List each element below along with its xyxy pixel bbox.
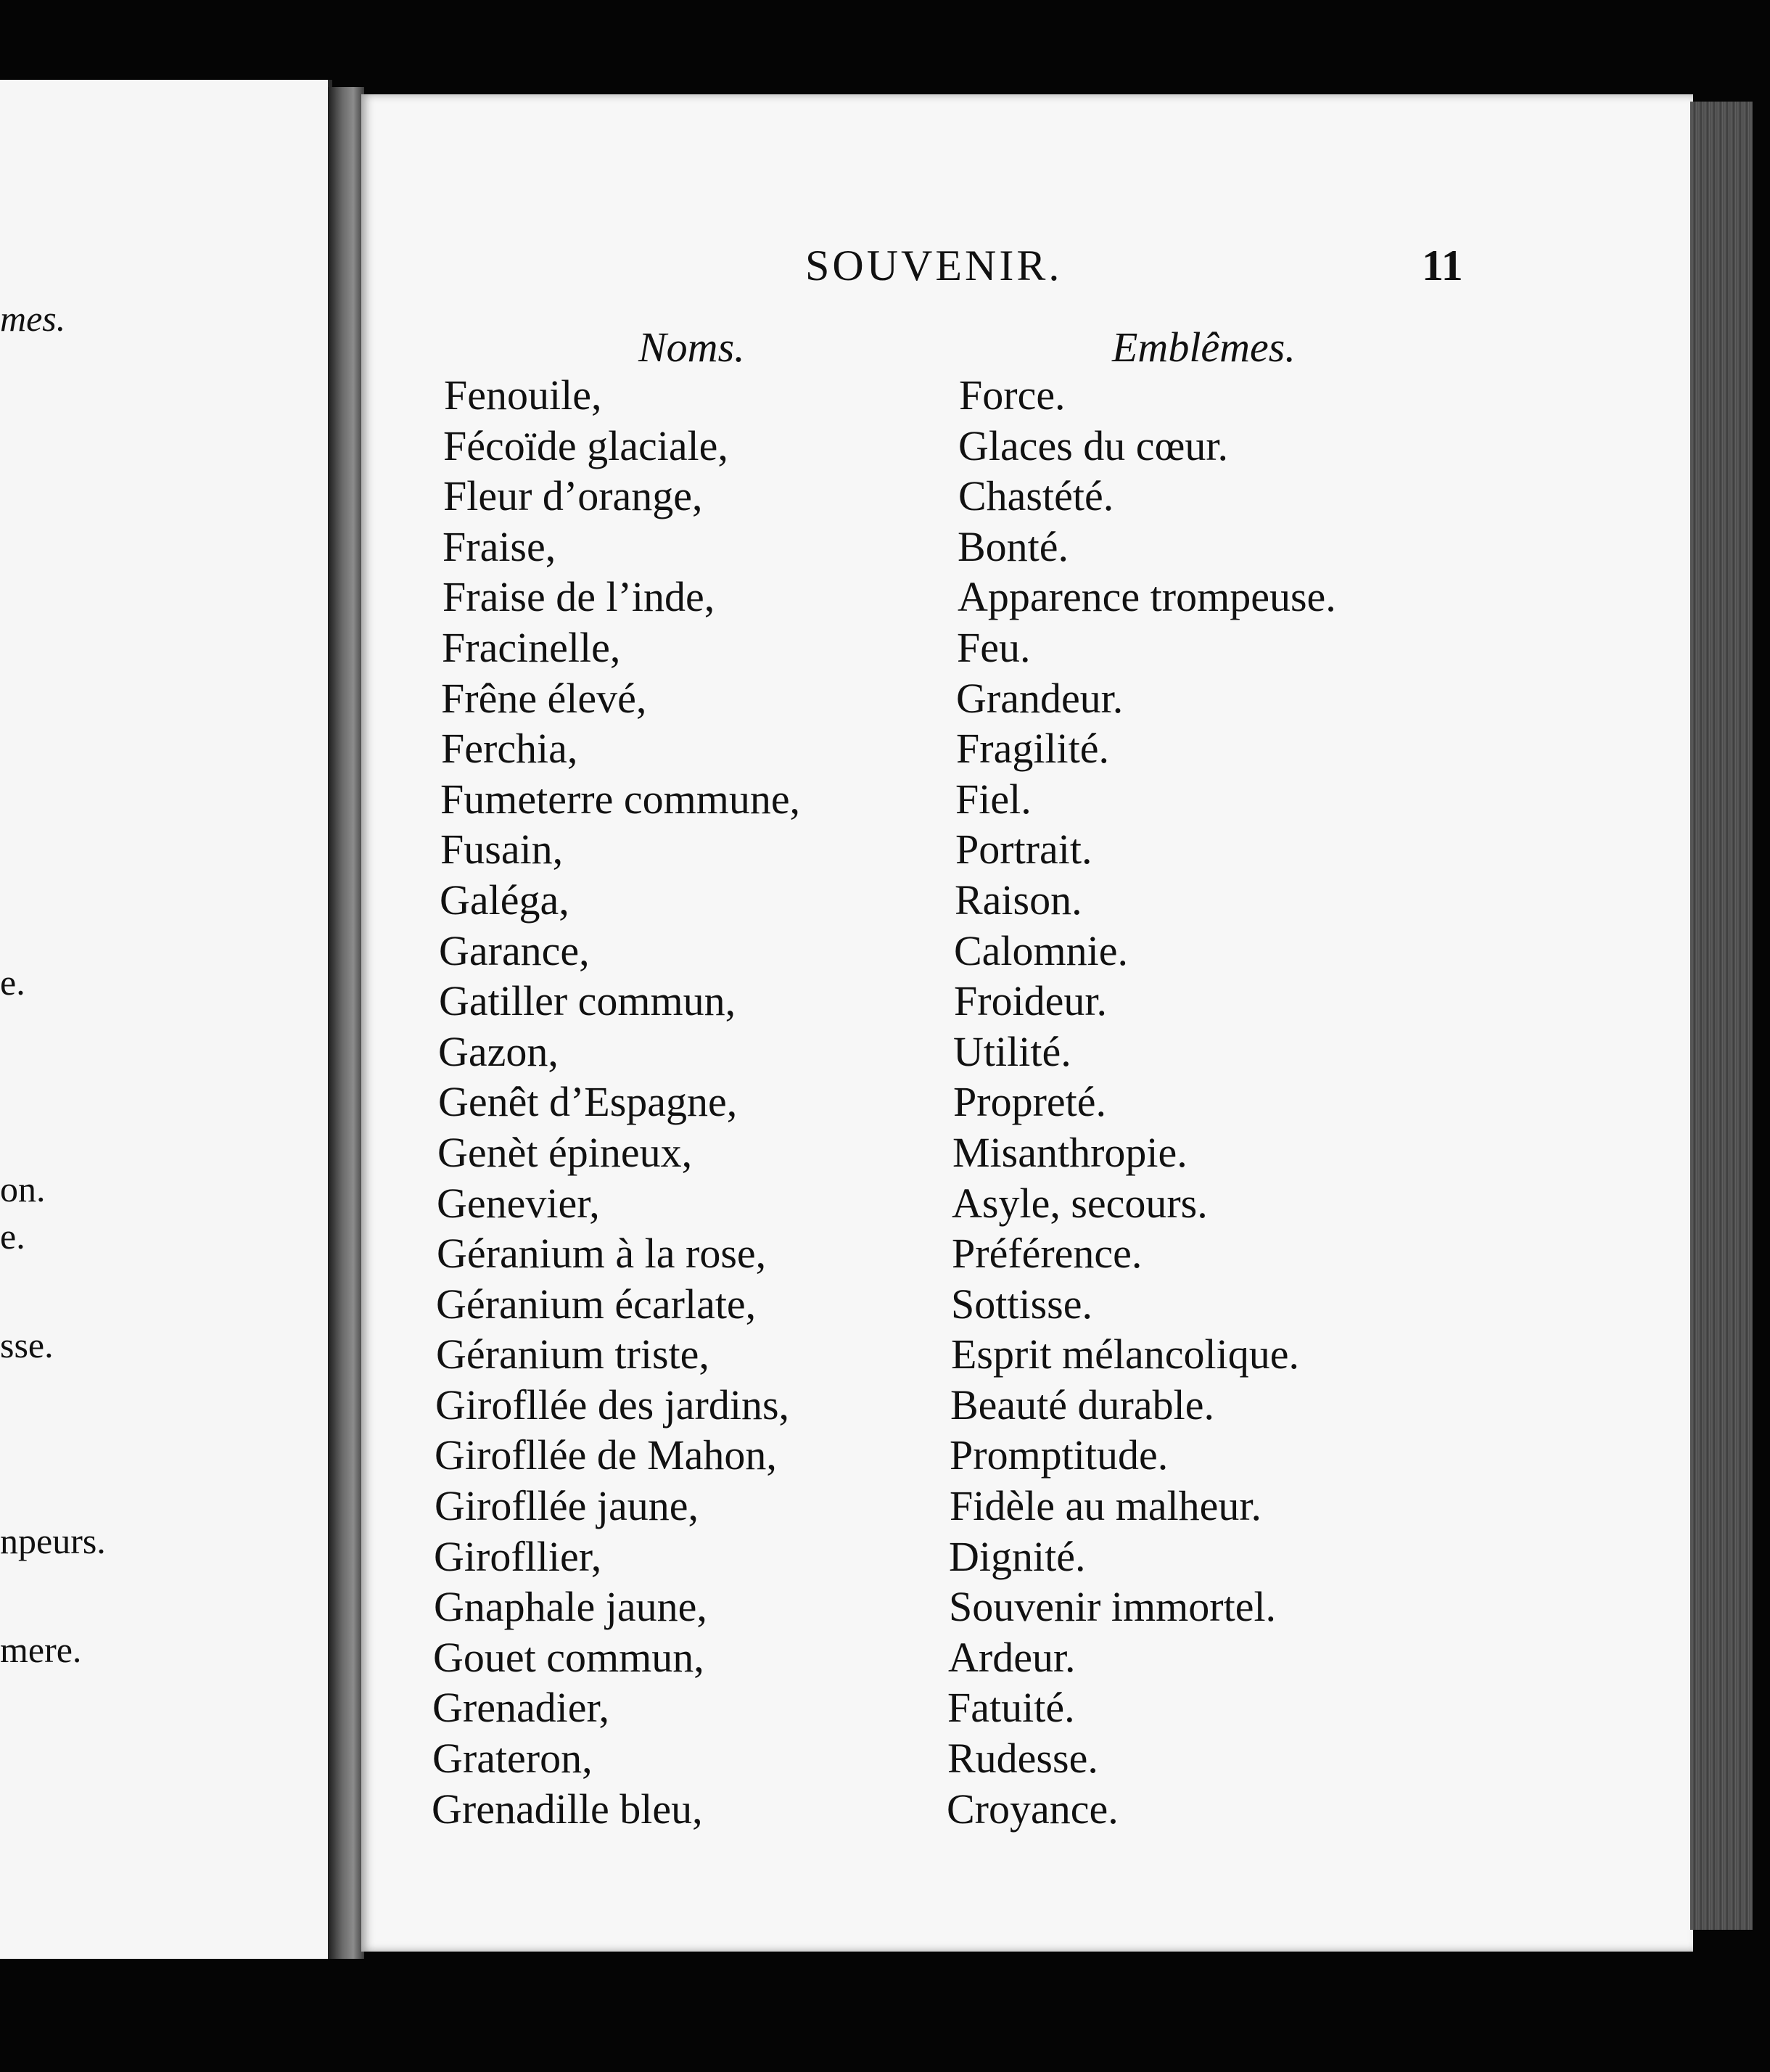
list-item xyxy=(0,1127,1770,1178)
left-page-fragment: on. xyxy=(0,1169,46,1209)
flower-name: Genêt d’Espagne, xyxy=(438,1078,738,1126)
flower-emblem: Grandeur. xyxy=(956,674,1124,722)
flower-emblem: Bonté. xyxy=(958,522,1069,570)
list-item xyxy=(0,824,1770,875)
flower-name: Géranium triste, xyxy=(436,1331,709,1378)
flower-emblem: Utilité. xyxy=(953,1027,1071,1075)
flower-emblem: Apparence trompeuse. xyxy=(958,573,1336,621)
list-item xyxy=(0,572,1770,622)
list-item xyxy=(0,1329,1770,1380)
flower-emblem: Sottisse. xyxy=(951,1280,1092,1328)
flower-emblem: Beauté durable. xyxy=(950,1381,1214,1428)
flower-name: Fraise de l’inde, xyxy=(442,573,715,621)
flower-name: Genevier, xyxy=(437,1179,600,1227)
column-header-noms: Noms. xyxy=(638,324,745,371)
flower-emblem: Glaces du cœur. xyxy=(958,422,1229,469)
flower-name: Fracinelle, xyxy=(442,623,621,671)
flower-name: Fusain, xyxy=(440,826,564,873)
flower-name: Girofllée des jardins, xyxy=(435,1381,790,1428)
left-page-fragment: e. xyxy=(0,962,25,1003)
flower-name: Girofllée jaune, xyxy=(435,1482,699,1530)
flower-emblem: Asyle, secours. xyxy=(952,1179,1208,1227)
flower-name: Fumeterre commune, xyxy=(440,775,801,823)
flower-name: Ferchia, xyxy=(441,725,578,773)
flower-emblem: Raison. xyxy=(955,876,1082,924)
flower-emblem: Dignité. xyxy=(949,1532,1086,1580)
flower-emblem: Force. xyxy=(959,371,1066,419)
flower-name: Géranium à la rose, xyxy=(437,1230,767,1278)
flower-emblem: Froideur. xyxy=(954,977,1108,1025)
flower-emblem: Ardeur. xyxy=(948,1633,1076,1681)
list-item xyxy=(0,1027,1770,1077)
flower-emblem: Portrait. xyxy=(955,826,1092,873)
flower-emblem: Fragilité. xyxy=(956,725,1110,773)
flower-emblem: Fidèle au malheur. xyxy=(950,1482,1262,1530)
flower-emblem: Promptitude. xyxy=(950,1431,1169,1479)
flower-name: Girofllier, xyxy=(434,1532,602,1580)
flower-name: Gatiller commun, xyxy=(439,977,736,1025)
flower-name: Galéga, xyxy=(440,876,569,924)
list-item xyxy=(0,926,1770,977)
list-item xyxy=(0,370,1770,421)
list-item xyxy=(0,1228,1770,1279)
flower-emblem: Feu. xyxy=(957,623,1031,671)
list-item xyxy=(0,723,1770,774)
page-number: 11 xyxy=(1422,242,1463,289)
list-item xyxy=(0,875,1770,926)
left-page-fragment: e. xyxy=(0,1216,25,1257)
list-item xyxy=(0,1784,1770,1835)
left-page-fragment: mere. xyxy=(0,1629,82,1670)
flower-name: Genèt épineux, xyxy=(437,1128,693,1176)
list-item xyxy=(0,471,1770,522)
flower-name: Garance, xyxy=(439,926,590,974)
flower-emblem: Rudesse. xyxy=(947,1735,1098,1783)
flower-emblem: Calomnie. xyxy=(954,926,1129,974)
column-header-emblemes: Emblêmes. xyxy=(1112,324,1296,371)
list-item xyxy=(0,1481,1770,1532)
flower-name: Girofllée de Mahon, xyxy=(435,1431,777,1479)
flower-emblem: Propreté. xyxy=(953,1078,1106,1126)
left-page-fragment: mes. xyxy=(0,298,66,339)
flower-name: Gouet commun, xyxy=(433,1633,704,1681)
flower-name: Fraise, xyxy=(442,522,556,570)
flower-name: Gazon, xyxy=(438,1027,559,1075)
flower-emblem: Esprit mélancolique. xyxy=(951,1331,1299,1378)
flower-emblem: Misanthropie. xyxy=(952,1128,1187,1176)
flower-name: Fleur d’orange, xyxy=(443,472,703,520)
flower-name: Fécoïde glaciale, xyxy=(443,422,728,469)
flower-emblem: Croyance. xyxy=(947,1785,1119,1833)
list-item xyxy=(0,1279,1770,1330)
flower-name: Grateron, xyxy=(432,1735,593,1783)
flower-name: Géranium écarlate, xyxy=(436,1280,757,1328)
flower-emblem: Fiel. xyxy=(955,775,1032,823)
list-item xyxy=(0,673,1770,724)
flower-emblem: Préférence. xyxy=(952,1230,1143,1278)
list-item xyxy=(0,1430,1770,1481)
list-item xyxy=(0,622,1770,673)
left-page-fragment: sse. xyxy=(0,1325,54,1365)
list-item xyxy=(0,1532,1770,1582)
flower-name: Gnaphale jaune, xyxy=(434,1583,707,1631)
list-item xyxy=(0,1632,1770,1683)
flower-name: Fenouile, xyxy=(444,371,602,419)
list-item xyxy=(0,522,1770,572)
flower-name: Frêne élevé, xyxy=(441,674,647,722)
list-item xyxy=(0,1380,1770,1431)
list-item xyxy=(0,1077,1770,1127)
flower-emblem: Souvenir immortel. xyxy=(949,1583,1277,1631)
list-item xyxy=(0,421,1770,472)
flower-emblem: Fatuité. xyxy=(947,1684,1075,1732)
flower-emblem-list xyxy=(0,370,1770,1834)
list-item xyxy=(0,1178,1770,1229)
running-head: SOUVENIR. xyxy=(805,242,1063,289)
flower-name: Grenadille bleu, xyxy=(432,1785,703,1833)
list-item xyxy=(0,1682,1770,1733)
flower-emblem: Chastété. xyxy=(958,472,1114,520)
list-item xyxy=(0,1733,1770,1784)
list-item xyxy=(0,774,1770,825)
list-item xyxy=(0,1582,1770,1632)
list-item xyxy=(0,976,1770,1027)
left-page-fragment: npeurs. xyxy=(0,1521,106,1561)
flower-name: Grenadier, xyxy=(432,1684,610,1732)
